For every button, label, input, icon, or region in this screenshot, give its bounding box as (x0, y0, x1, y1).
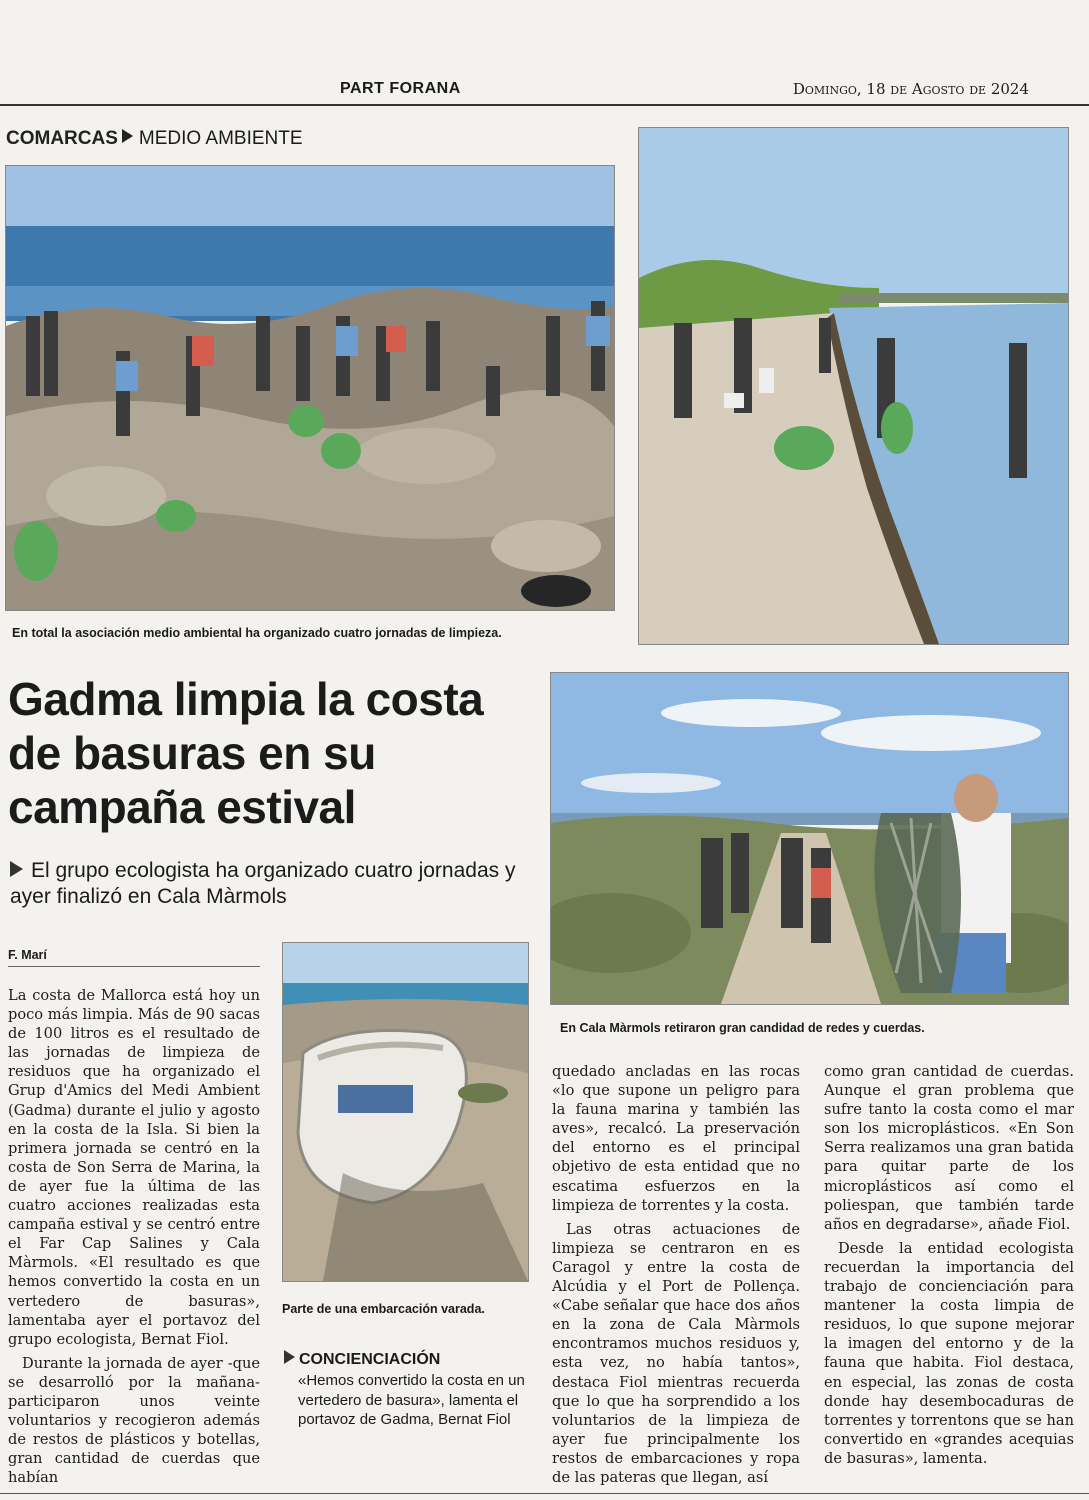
triangle-right-icon (284, 1350, 295, 1364)
paragraph: Durante la jornada de ayer -que se desarrolló por la mañana- participaron unos veinte voluntarios y recogieron además de restos de plásticos y botellas, gran cantidad de cuerdas que habían (8, 1354, 260, 1487)
issue-date: Domingo, 18 de Agosto de 2024 (792, 80, 1029, 98)
caption-photo-cala: En Cala Màrmols retiraron gran candidad de redes y cuerdas. (560, 1021, 925, 1035)
section-name: PART FORANA (340, 80, 461, 97)
paragraph: quedado ancladas en las rocas «lo que supone un peligro para la fauna marina y también las aves», recalcó. La preservación del entorno es el principal objetivo de esta entidad que no escatima esfuerzos en la limpieza de torrentes y la costa. (552, 1063, 800, 1214)
photo-volunteers-beach (638, 127, 1069, 645)
photo-volunteers-rocks (5, 165, 615, 611)
article-subhead (10, 858, 530, 910)
article-headline: Gadma limpia la costa de basuras en su campaña estival (8, 673, 484, 833)
paragraph: La costa de Mallorca está hoy un poco más limpia. Más de 90 sacas de 100 litros es el resultado de las jornadas de limpieza de residuos que ha organizado el Grup d'Amics del Medi Ambient (Gadma) durante el julio y agosto en la costa de la Isla. Si bien la primera jornada se centró en la costa de Son Serra de Marina, la de ayer fue la última de las cuatro acciones realizadas esta campaña estival y se centró entre el Far Cap Salines y Cala Màrmols. «El resultado es que hemos convertido la costa en un vertedero de basuras», lamentaba ayer el portavoz del grupo ecologista, Bernat Fiol. (8, 987, 260, 1348)
article-column-4 (824, 1062, 1074, 1468)
pullquote-label (284, 1350, 440, 1369)
breadcrumb-secondary: MEDIO AMBIENTE (138, 128, 303, 149)
caption-photo-main: En total la asociación medio ambiental ha organizado cuatro jornadas de limpieza. (12, 626, 502, 640)
article-subhead-text: El grupo ecologista ha organizado cuatro jornadas y ayer finalizó en Cala Màrmols (10, 859, 516, 908)
paragraph: como gran cantidad de cuerdas. Aunque el gran problema que sufre tanto la costa como el mar son los microplásticos. «En Son Serra realizamos una gran batida para quitar parte de los microplásticos así como el poliespan, que también tarde años en degradarse», añade Fiol. (824, 1063, 1074, 1233)
pullquote-label-text: CONCIENCIACIÓN (299, 1351, 441, 1368)
photo-boat-wreck (282, 942, 529, 1282)
bottom-rule (0, 1493, 1089, 1494)
author-rule (8, 966, 260, 967)
header-rule (0, 104, 1089, 106)
breadcrumb (6, 128, 303, 150)
paragraph: Las otras actuaciones de limpieza se centraron en es Caragol y entre la costa de Alcúdia y el Port de Pollença. «Cabe señalar que hace dos años en la zona de Cala Màrmols encontramos muchos residuos y, esta vez, no había tantos», destaca Fiol mientras recuerda que lo que ha sorprendido a los voluntarios de la limpieza de ayer fue principalmente los restos de embarcaciones y ropa de las pateras que llegan, así (552, 1220, 800, 1486)
paragraph: Desde la entidad ecologista recuerdan la importancia del trabajo de concienciación para mantener la costa limpia de residuos, lo que supone mejorar la imagen del entorno y de la fauna que habita. Fiol destaca, en especial, las zonas de costa donde hay desembocaduras de torrentes y torrentons que se han convertido en «grandes acequias de basuras», lamenta. (824, 1239, 1074, 1467)
caption-photo-boat: Parte de una embarcación varada. (282, 1302, 485, 1316)
triangle-right-icon (122, 129, 133, 143)
article-column-3 (552, 1062, 800, 1487)
breadcrumb-primary: COMARCAS (6, 128, 118, 149)
pullquote-text: «Hemos convertido la costa en un vertedero de basura», lamenta el portavoz de Gadma, Bernat Fiol (298, 1372, 525, 1428)
triangle-right-icon (10, 861, 23, 877)
article-column-1 (8, 986, 260, 1487)
photo-cala-marmols-nets (550, 672, 1069, 1005)
article-author: F. Marí (8, 948, 47, 962)
